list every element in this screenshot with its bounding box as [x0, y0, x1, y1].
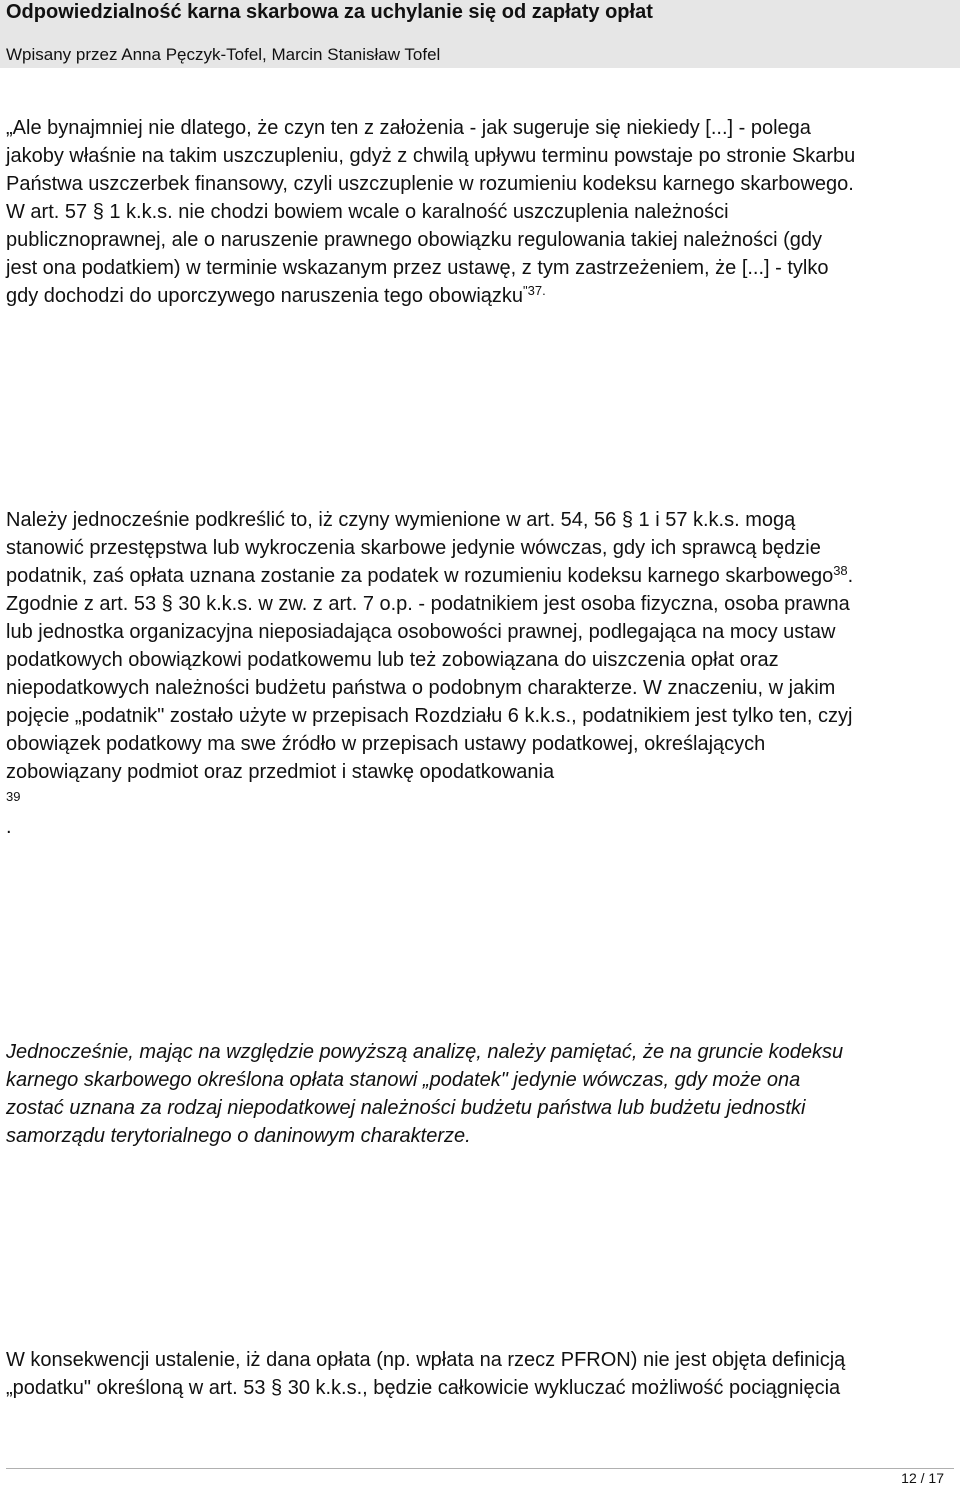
text-line: Jednocześnie, mając na względzie powyższą analizę, należy pamiętać, że na gruncie kodeksu	[6, 1041, 844, 1063]
text-line: karnego skarbowego określona opłata stanowi „podatek" jedynie wówczas, gdy może ona	[6, 1069, 801, 1091]
text-line: stanowić przestępstwa lub wykroczenia skarbowe jedynie wówczas, gdy ich sprawcą będzie	[6, 537, 821, 559]
text-line: „podatku" określoną w art. 53 § 30 k.k.s., będzie całkowicie wykluczać możliwość pociągnięcia	[6, 1377, 841, 1399]
footnote-ref-38[interactable]: 38	[833, 563, 848, 578]
period: .	[847, 565, 854, 587]
text-line: jakoby właśnie na takim uszczupleniu, gdyż z chwilą upływu terminu powstaje po stronie Skarbu	[6, 145, 856, 167]
text-line: samorządu terytorialnego o daninowym charakterze.	[6, 1125, 471, 1147]
text-line: jest ona podatkiem) w terminie wskazanym przez ustawę, z tym zastrzeżeniem, że [...] - tylko	[6, 257, 829, 279]
paragraph-consequence	[6, 1346, 954, 1402]
paragraph-taxpayer	[6, 506, 954, 786]
page-number: 12 / 17	[901, 1470, 944, 1486]
text-line: podatkowych obowiązkowi podatkowemu lub też zobowiązana do uiszczenia opłat oraz	[6, 649, 779, 671]
document-title: Odpowiedzialność karna skarbowa za uchylanie się od zapłaty opłat	[6, 1, 653, 23]
text-line: „Ale bynajmniej nie dlatego, że czyn ten z założenia - jak sugeruje się niekiedy [...] - polega	[6, 117, 811, 139]
text-line: publicznoprawnej, ale o naruszenie prawnego obowiązku regulowania takiej należności (gdy	[6, 229, 823, 251]
paragraph-conclusion	[6, 1038, 954, 1150]
text-line-content: gdy dochodzi do uporczywego naruszenia tego obowiązku	[6, 285, 524, 307]
text-line: obowiązek podatkowy ma swe źródło w przepisach ustawy podatkowej, określających	[6, 733, 766, 755]
text-line: W konsekwencji ustalenie, iż dana opłata (np. wpłata na rzecz PFRON) nie jest objęta definicją	[6, 1349, 846, 1371]
text-line: Należy jednocześnie podkreślić to, iż czyny wymienione w art. 54, 56 § 1 i 57 k.k.s. mogą	[6, 509, 796, 531]
footnote-ref-37[interactable]: "37.	[523, 283, 546, 298]
text-line: niepodatkowych należności budżetu państwa o podobnym charakterze. W znaczeniu, w jakim	[6, 677, 836, 699]
text-line: Państwa uszczerbek finansowy, czyli uszczuplenie w rozumieniu kodeksu karnego skarbowego.	[6, 173, 854, 195]
trailing-period: .	[6, 816, 12, 838]
document-authors: Wpisany przez Anna Pęczyk-Tofel, Marcin Stanisław Tofel	[6, 45, 441, 64]
text-line: zobowiązany podmiot oraz przedmiot i stawkę opodatkowania	[6, 761, 555, 783]
text-line	[6, 562, 954, 590]
text-line: W art. 57 § 1 k.k.s. nie chodzi bowiem wcale o karalność uszczuplenia należności	[6, 201, 729, 223]
footnote-ref-39[interactable]: 39	[6, 789, 21, 804]
text-line: lub jednostka organizacyjna nieposiadająca osobowości prawnej, podlegająca na mocy ustaw	[6, 621, 836, 643]
footer-divider	[6, 1468, 954, 1469]
text-line-content: podatnik, zaś opłata uznana zostanie za podatek w rozumieniu kodeksu karnego skarbowego	[6, 565, 834, 587]
text-line: zostać uznana za rodzaj niepodatkowej należności budżetu państwa lub budżetu jednostki	[6, 1097, 806, 1119]
text-line: Zgodnie z art. 53 § 30 k.k.s. w zw. z art. 7 o.p. - podatnikiem jest osoba fizyczna, osoba prawna	[6, 593, 850, 615]
text-line	[6, 282, 954, 310]
paragraph-quote	[6, 114, 954, 310]
document-header	[0, 0, 960, 68]
text-line: pojęcie „podatnik" zostało użyte w przepisach Rozdziału 6 k.k.s., podatnikiem jest tylko ten, czyj	[6, 705, 853, 727]
